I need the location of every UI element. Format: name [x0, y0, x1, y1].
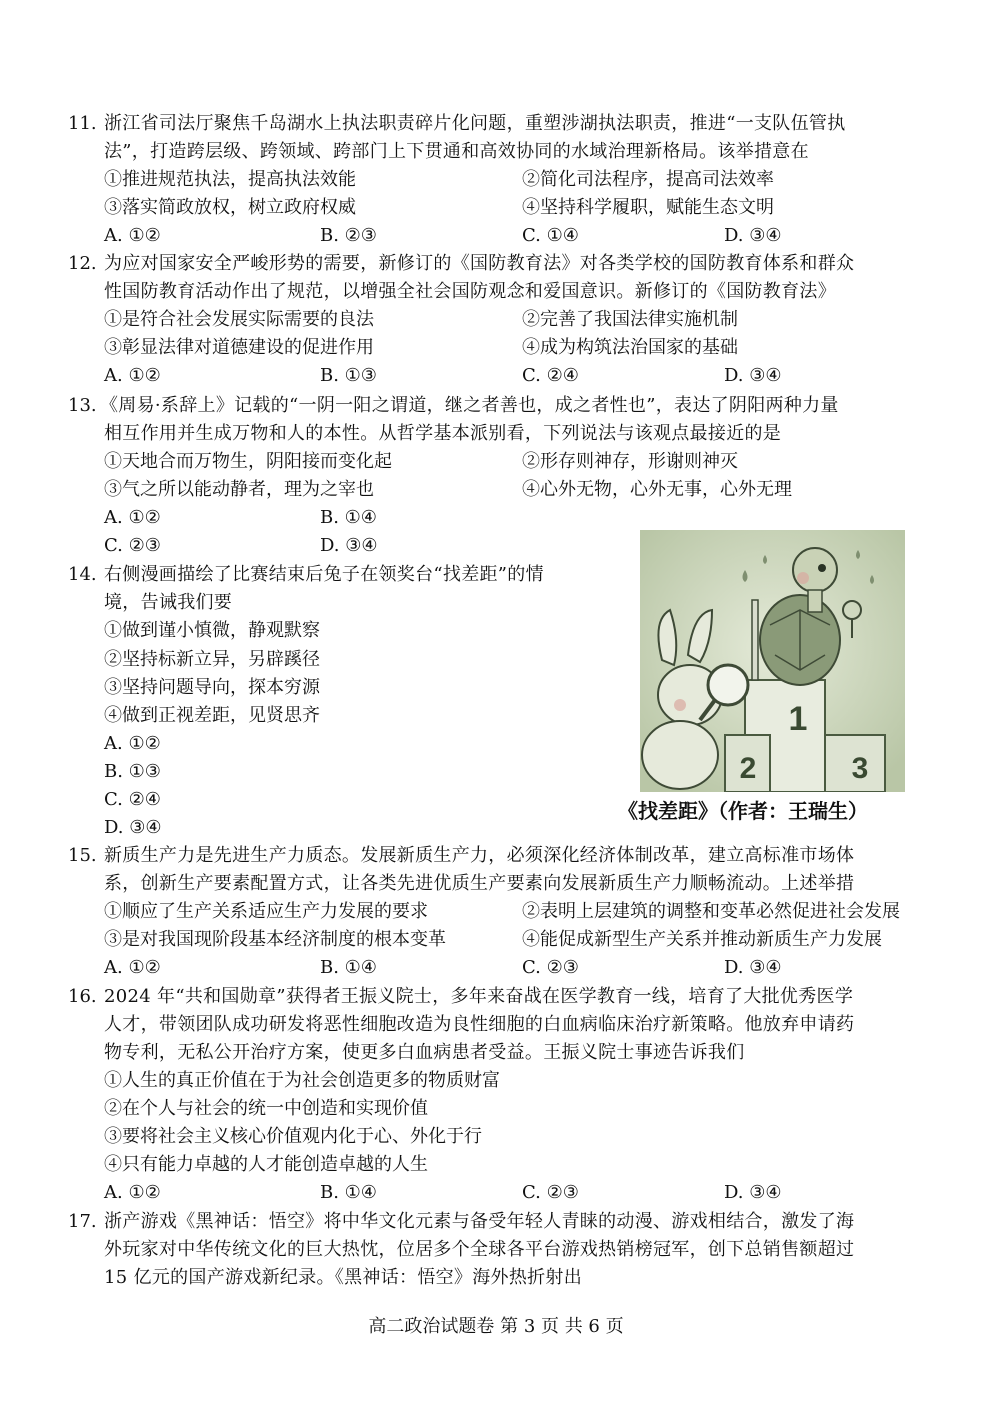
q15-choice-a: A. ①② [104, 957, 161, 978]
q11-item-2: ②简化司法程序，提高司法效率 [522, 169, 774, 190]
q13-item-1: ①天地合而万物生，阴阳接而变化起 [104, 451, 392, 472]
q12-number: 12. [68, 253, 97, 274]
q12-choice-b: B. ①③ [320, 365, 377, 386]
q13-stem-line-2: 相互作用并生成万物和人的本性。从哲学基本派别看，下列说法与该观点最接近的是 [104, 423, 782, 444]
q17-stem-line-2: 外玩家对中华传统文化的巨大热忱，位居多个全球各平台游戏热销榜冠军，创下总销售额超过 [104, 1239, 855, 1260]
q15-stem-line-1: 新质生产力是先进生产力质态。发展新质生产力，必须深化经济体制改革，建立高标准市场体 [104, 845, 855, 866]
q16-stem-line-1: 2024 年“共和国勋章”获得者王振义院士，多年来奋战在医学教育一线，培育了大批优秀医学 [104, 986, 854, 1007]
q14-item-4: ④做到正视差距，见贤思齐 [104, 705, 320, 726]
q14-choice-b: B. ①③ [104, 761, 161, 782]
cartoon-illustration [640, 530, 905, 792]
q12-item-4: ④成为构筑法治国家的基础 [522, 337, 738, 358]
q16-choice-d: D. ③④ [724, 1182, 782, 1203]
q16-stem-line-2: 人才，带领团队成功研发将恶性细胞改造为良性细胞的白血病临床治疗新策略。他放弃申请药 [104, 1014, 855, 1035]
q13-item-2: ②形存则神存，形谢则神灭 [522, 451, 738, 472]
q14-item-1: ①做到谨小慎微，静观默察 [104, 620, 320, 641]
q15-stem-line-2: 系，创新生产要素配置方式，让各类先进优质生产要素向发展新质生产力顺畅流动。上述举措 [104, 873, 855, 894]
q11-choice-d: D. ③④ [724, 225, 782, 246]
q11-choice-b: B. ②③ [320, 225, 377, 246]
q15-choice-d: D. ③④ [724, 957, 782, 978]
page-footer: 高二政治试题卷 第 3 页 共 6 页 [368, 1316, 624, 1337]
rabbit-body [642, 721, 718, 789]
q17-stem-line-3: 15 亿元的国产游戏新纪录。《黑神话：悟空》海外热折射出 [104, 1267, 583, 1288]
q12-item-1: ①是符合社会发展实际需要的良法 [104, 309, 374, 330]
q15-choice-c: C. ②③ [522, 957, 579, 978]
q13-choice-a: A. ①② [104, 507, 161, 528]
q16-item-2: ②在个人与社会的统一中创造和实现价值 [104, 1098, 428, 1119]
q16-stem-line-3: 物专利，无私公开治疗方案，使更多白血病患者受益。王振义院士事迹告诉我们 [104, 1042, 745, 1063]
podium-label-1: 1 [788, 700, 808, 738]
q15-choice-b: B. ①④ [320, 957, 377, 978]
q14-item-2: ②坚持标新立异，另辟蹊径 [104, 649, 320, 670]
q12-choice-c: C. ②④ [522, 365, 579, 386]
q16-number: 16. [68, 986, 97, 1007]
q16-item-3: ③要将社会主义核心价值观内化于心、外化于行 [104, 1126, 482, 1147]
q16-choice-c: C. ②③ [522, 1182, 579, 1203]
q15-number: 15. [68, 845, 97, 866]
q15-item-4: ④能促成新型生产关系并推动新质生产力发展 [522, 929, 882, 950]
q12-choice-d: D. ③④ [724, 365, 782, 386]
q17-number: 17. [68, 1211, 97, 1232]
q16-item-1: ①人生的真正价值在于为社会创造更多的物质财富 [104, 1070, 500, 1091]
podium-label-3: 3 [851, 752, 869, 785]
q14-number: 14. [68, 564, 97, 585]
q12-item-3: ③彰显法律对道德建设的促进作用 [104, 337, 374, 358]
q13-item-3: ③气之所以能动静者，理为之宰也 [104, 479, 374, 500]
q15-item-3: ③是对我国现阶段基本经济制度的根本变革 [104, 929, 446, 950]
q11-number: 11. [68, 113, 97, 134]
q14-item-3: ③坚持问题导向，探本穷源 [104, 677, 320, 698]
q14-stem-line-2: 境，告诫我们要 [104, 592, 233, 613]
cartoon-caption: 《找差距》（作者：王瑞生） [618, 799, 868, 823]
q14-choice-c: C. ②④ [104, 789, 161, 810]
q11-item-1: ①推进规范执法，提高执法效能 [104, 169, 356, 190]
q11-stem-line-1: 浙江省司法厅聚焦千岛湖水上执法职责碎片化问题，重塑涉湖执法职责，推进“一支队伍管执 [104, 113, 846, 134]
q14-stem-line-1: 右侧漫画描绘了比赛结束后兔子在领奖台“找差距”的情 [104, 564, 544, 585]
q11-item-4: ④坚持科学履职，赋能生态文明 [522, 197, 774, 218]
q15-item-1: ①顺应了生产关系适应生产力发展的要求 [104, 901, 428, 922]
magnifier-icon [708, 665, 748, 705]
podium-label-2: 2 [739, 752, 757, 785]
q12-stem-line-2: 性国防教育活动作出了规范，以增强全社会国防观念和爱国意识。新修订的《国防教育法》 [104, 281, 836, 302]
q12-choice-a: A. ①② [104, 365, 161, 386]
q16-item-4: ④只有能力卓越的人才能创造卓越的人生 [104, 1154, 428, 1175]
q13-stem-line-1: 《周易·系辞上》记载的“一阴一阳之谓道，继之者善也，成之者性也”，表达了阴阳两种力量 [100, 395, 839, 416]
q14-choice-a: A. ①② [104, 733, 161, 754]
q15-item-2: ②表明上层建筑的调整和变革必然促进社会发展 [522, 901, 900, 922]
q12-item-2: ②完善了我国法律实施机制 [522, 309, 738, 330]
q11-item-3: ③落实简政放权，树立政府权威 [104, 197, 356, 218]
q14-choice-d: D. ③④ [104, 817, 162, 838]
q11-choice-c: C. ①④ [522, 225, 579, 246]
q16-choice-a: A. ①② [104, 1182, 161, 1203]
q17-stem-line-1: 浙产游戏《黑神话：悟空》将中华文化元素与备受年轻人青睐的动漫、游戏相结合，激发了海 [104, 1211, 855, 1232]
q13-number: 13. [68, 395, 97, 416]
turtle-head [793, 548, 837, 592]
q11-choice-a: A. ①② [104, 225, 161, 246]
q13-item-4: ④心外无物，心外无事，心外无理 [522, 479, 792, 500]
q11-stem-line-2: 法”，打造跨层级、跨领域、跨部门上下贯通和高效协同的水域治理新格局。该举措意在 [104, 141, 809, 162]
q13-choice-b: B. ①④ [320, 507, 377, 528]
q13-choice-c: C. ②③ [104, 535, 161, 556]
q16-choice-b: B. ①④ [320, 1182, 377, 1203]
q12-stem-line-1: 为应对国家安全严峻形势的需要，新修订的《国防教育法》对各类学校的国防教育体系和群众 [104, 253, 855, 274]
q13-choice-d: D. ③④ [320, 535, 378, 556]
